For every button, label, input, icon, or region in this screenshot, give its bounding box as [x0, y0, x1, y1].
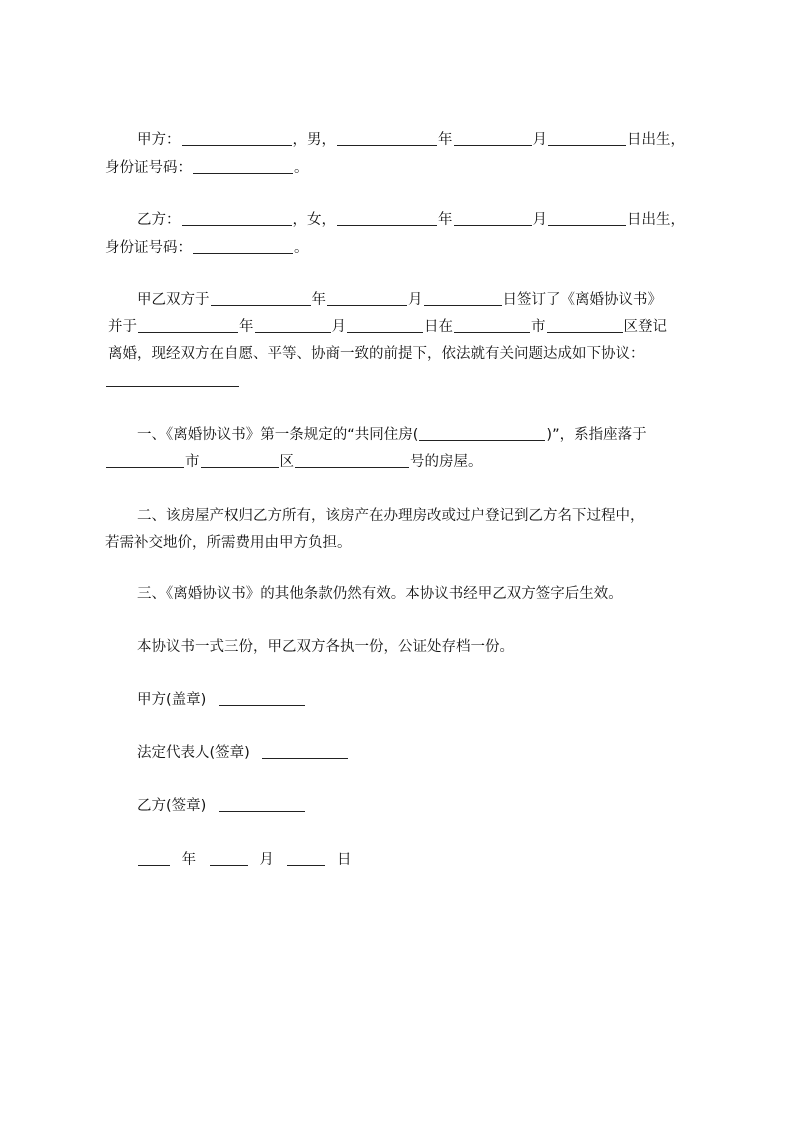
party-b-year-blank[interactable] [337, 211, 437, 226]
party-a-name-blank[interactable] [182, 131, 292, 146]
party-a-year-blank[interactable] [337, 131, 437, 146]
party-b-month-blank[interactable] [454, 211, 532, 226]
party-b-sign-line [137, 796, 306, 816]
intro-district-label: 区登记 [623, 319, 667, 335]
intro-and-on: 并于 [108, 319, 137, 335]
party-a-id-line [105, 158, 309, 178]
clause-3-text: 三、《离婚协议书》的其他条款仍然有效。本协议书经甲乙双方签字后生效。 [137, 586, 623, 602]
party-b-birth-label: 日出生， [627, 212, 685, 228]
intro-city-label: 市 [531, 319, 546, 335]
party-b-id-blank[interactable] [193, 239, 293, 254]
party-b-month-label: 月 [532, 212, 547, 228]
intro-line-1 [137, 290, 662, 310]
clause-1-number-blank[interactable] [295, 453, 409, 468]
intro-line-4 [105, 371, 240, 391]
party-b-line [137, 210, 685, 230]
party-a-seal-blank[interactable] [219, 691, 305, 706]
clause-1-line-2 [105, 452, 483, 472]
party-b-sign-label: 乙方(签章) [137, 798, 207, 814]
clause-2-line-1 [137, 506, 645, 526]
party-a-line [137, 130, 685, 150]
sign-day-blank[interactable] [287, 851, 325, 866]
party-a-seal-label: 甲方(盖章) [137, 692, 207, 708]
intro-year2-blank[interactable] [138, 318, 238, 333]
clause-3-line [137, 584, 623, 604]
party-b-id-line [105, 238, 309, 258]
legal-rep-label: 法定代表人(签章) [137, 745, 250, 761]
party-a-label: 甲方： [137, 132, 181, 148]
intro-day-blank[interactable] [424, 291, 502, 306]
legal-rep-blank[interactable] [262, 744, 348, 759]
party-b-label: 乙方： [137, 212, 181, 228]
party-a-seal-line [137, 690, 306, 710]
intro-day-at: 日在 [424, 319, 453, 335]
party-a-id-label: 身份证号码： [105, 160, 192, 176]
clause-1-city-blank[interactable] [106, 453, 184, 468]
sign-year-blank[interactable] [138, 851, 170, 866]
intro-line-3-text: 离婚，现经双方在自愿、平等、协商一致的前提下，依法就有关问题达成如下协议： [108, 346, 645, 362]
sign-month-label: 月 [259, 852, 274, 868]
clause-2-line-2 [105, 533, 352, 553]
intro-district-blank[interactable] [547, 318, 623, 333]
intro-city-blank[interactable] [454, 318, 530, 333]
intro-month2-blank[interactable] [255, 318, 331, 333]
party-a-month-label: 月 [532, 132, 547, 148]
party-a-birth-label: 日出生， [627, 132, 685, 148]
party-a-id-period: 。 [294, 160, 309, 176]
intro-month-label: 月 [408, 292, 423, 308]
legal-rep-line [137, 743, 349, 763]
intro-line-3 [108, 344, 645, 364]
party-b-day-blank[interactable] [548, 211, 626, 226]
sign-day-label: 日 [337, 852, 352, 868]
party-b-name-blank[interactable] [182, 211, 292, 226]
clause-1-house-blank[interactable] [419, 426, 545, 441]
clause-1-house-text: 号的房屋。 [410, 454, 483, 470]
intro-line-2 [108, 317, 667, 337]
party-a-gender: ，男， [292, 132, 336, 148]
clause-1-district-label: 区 [279, 454, 294, 470]
party-a-year-label: 年 [438, 132, 453, 148]
clause-1-text-b: )”，系指座落于 [546, 427, 647, 443]
copies-text: 本协议书一式三份，甲乙双方各执一份，公证处存档一份。 [137, 639, 514, 655]
clause-1-city-label: 市 [185, 454, 200, 470]
intro-signed-text: 日签订了《离婚协议书》 [502, 292, 662, 308]
intro-month-blank[interactable] [327, 291, 407, 306]
party-b-id-period: 。 [294, 240, 309, 256]
party-a-month-blank[interactable] [454, 131, 532, 146]
clause-1-district-blank[interactable] [201, 453, 279, 468]
intro-year-blank[interactable] [211, 291, 311, 306]
intro-trailing-blank[interactable] [106, 372, 239, 387]
copies-line [137, 637, 514, 657]
sign-month-blank[interactable] [210, 851, 248, 866]
intro-text: 甲乙双方于 [137, 292, 210, 308]
party-b-sign-blank[interactable] [219, 797, 305, 812]
clause-1-line-1 [137, 425, 647, 445]
intro-day2-blank[interactable] [347, 318, 423, 333]
party-b-year-label: 年 [438, 212, 453, 228]
signature-date-line [137, 850, 352, 870]
intro-month2-label: 月 [331, 319, 346, 335]
party-b-gender: ，女， [292, 212, 336, 228]
clause-2-text-1: 二、该房屋产权归乙方所有，该房产在办理房改或过户登记到乙方名下过程中， [137, 508, 645, 524]
party-a-day-blank[interactable] [548, 131, 626, 146]
clause-1-text-a: 一、《离婚协议书》第一条规定的“共同住房( [137, 427, 419, 443]
intro-year-label: 年 [311, 292, 326, 308]
clause-2-text-2: 若需补交地价，所需费用由甲方负担。 [105, 535, 352, 551]
party-b-id-label: 身份证号码： [105, 240, 192, 256]
sign-year-label: 年 [181, 852, 197, 868]
intro-year2-label: 年 [239, 319, 254, 335]
party-a-id-blank[interactable] [193, 159, 293, 174]
